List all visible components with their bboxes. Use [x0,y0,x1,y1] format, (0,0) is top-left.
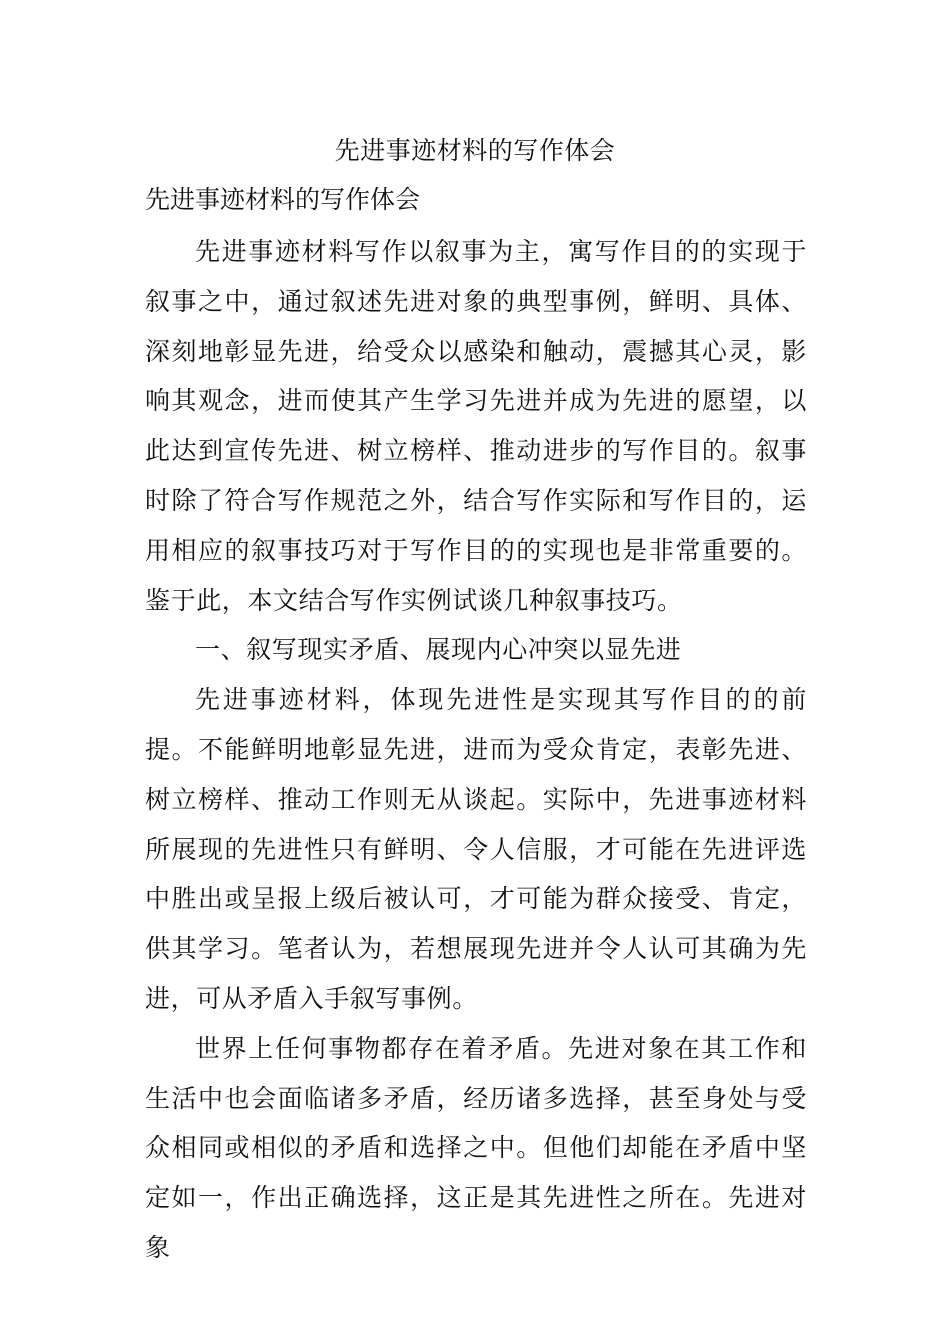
paragraph-intro: 先进事迹材料写作以叙事为主，寓写作目的的实现于叙事之中，通过叙述先进对象的典型事例，鲜明、具体、深刻地彰显先进，给受众以感染和触动，震撼其心灵，影响其观念，进而使其产生学习先进并成为先进的愿望，以此达到宣传先进、树立榜样、推动进步的写作目的。叙事时除了符合写作规范之外，结合写作实际和写作目的，运用相应的叙事技巧对于写作目的的实现也是非常重要的。鉴于此，本文结合写作实例试谈几种叙事技巧。 [145,237,807,615]
paragraph-2: 世界上任何事物都存在着矛盾。先进对象在其工作和生活中也会面临诸多矛盾，经历诸多选择，甚至身处与受众相同或相似的矛盾和选择之中。但他们却能在矛盾中坚定如一，作出正确选择，这正是其先进性之所在。先进对象 [145,1033,807,1262]
document-subtitle: 先进事迹材料的写作体会 [145,185,421,214]
paragraph-1: 先进事迹材料，体现先进性是实现其写作目的的前提。不能鲜明地彰显先进，进而为受众肯定，表彰先进、树立榜样、推动工作则无从谈起。实际中，先进事迹材料所展现的先进性只有鲜明、令人信服，才可能在先进评选中胜出或呈报上级后被认可，才可能为群众接受、肯定，供其学习。笔者认为，若想展现先进并令人认可其确为先进，可从矛盾入手叙写事例。 [145,685,807,1013]
section-heading-1: 一、叙写现实矛盾、展现内心冲突以显先进 [195,635,682,665]
document-body [145,227,807,1273]
document-title: 先进事迹材料的写作体会 [334,136,616,165]
